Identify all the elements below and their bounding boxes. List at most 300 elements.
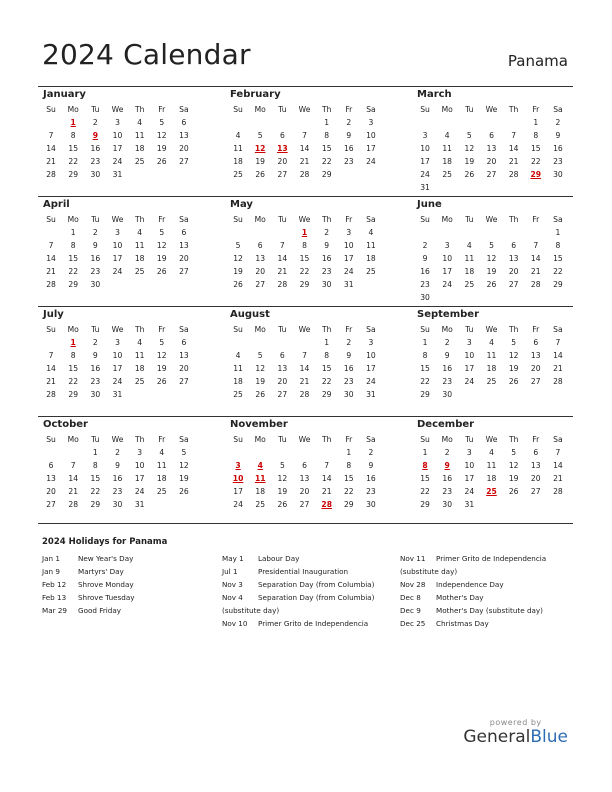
weekday-header: Mo (441, 215, 453, 224)
weekday-header: We (485, 435, 498, 444)
day-cell: 26 (233, 280, 243, 289)
day-cell: 22 (299, 267, 310, 276)
empty-cell (360, 168, 382, 181)
day-cell: 27 (508, 280, 519, 289)
holiday-day-cell: 25 (486, 487, 497, 496)
empty-cell (503, 498, 525, 511)
day-cell: 2 (444, 338, 450, 347)
weekday-header: Tu (278, 105, 287, 114)
empty-cell (525, 498, 547, 511)
day-cell: 29 (321, 390, 332, 399)
day-cell: 20 (486, 157, 497, 166)
day-cell: 11 (134, 241, 145, 250)
holiday-date: Jan 9 (42, 567, 60, 576)
country-name: Panama (507, 52, 568, 70)
day-cell: 20 (299, 487, 310, 496)
holiday-row (400, 591, 578, 604)
day-cell: 22 (530, 157, 541, 166)
day-cell: 20 (179, 254, 189, 263)
day-cell: 12 (508, 351, 519, 360)
month-name: June (417, 199, 442, 210)
day-cell: 22 (420, 377, 430, 386)
day-cell: 8 (70, 351, 76, 360)
weekday-header: Fr (345, 325, 353, 334)
day-cell: 23 (553, 157, 563, 166)
day-cell: 1 (92, 448, 98, 457)
holiday-name: New Year's Day (78, 554, 134, 563)
brand-name (463, 727, 568, 747)
day-cell: 3 (422, 131, 428, 140)
day-cell: 15 (321, 144, 332, 153)
day-cell: 14 (46, 254, 56, 263)
day-cell: 30 (420, 293, 430, 302)
day-cell: 16 (366, 474, 376, 483)
empty-cell (40, 116, 62, 129)
day-cell: 20 (179, 364, 189, 373)
holiday-day-cell: 11 (254, 474, 266, 483)
weekday-header: Tu (278, 215, 287, 224)
day-cell: 25 (464, 280, 475, 289)
day-cell: 23 (442, 377, 453, 386)
day-cell: 24 (112, 157, 123, 166)
holiday-day-cell: 3 (235, 461, 241, 470)
day-cell: 17 (442, 267, 453, 276)
day-cell: 21 (508, 157, 519, 166)
empty-cell (547, 498, 569, 511)
day-cell: 6 (279, 351, 285, 360)
day-cell: 24 (112, 267, 123, 276)
empty-cell (458, 181, 480, 194)
day-cell: 6 (181, 228, 187, 237)
day-cell: 30 (90, 390, 101, 399)
weekday-header: Mo (441, 435, 453, 444)
day-cell: 20 (277, 157, 288, 166)
day-cell: 11 (134, 351, 145, 360)
day-cell: 19 (277, 487, 288, 496)
day-cell: 14 (553, 351, 563, 360)
day-cell: 24 (134, 487, 145, 496)
day-cell: 29 (553, 280, 563, 289)
day-cell: 12 (464, 144, 475, 153)
day-cell: 5 (279, 461, 285, 470)
day-cell: 28 (46, 390, 56, 399)
weekday-header: Sa (366, 435, 376, 444)
day-cell: 21 (299, 377, 310, 386)
day-cell: 11 (442, 144, 453, 153)
day-cell: 1 (533, 118, 539, 127)
weekday-header: Tu (91, 435, 100, 444)
day-cell: 13 (46, 474, 56, 483)
holiday-name: Presidential Inauguration (258, 567, 349, 576)
day-cell: 14 (321, 474, 332, 483)
day-cell: 5 (181, 448, 187, 457)
empty-cell (503, 388, 525, 401)
empty-cell (271, 446, 293, 459)
day-cell: 27 (277, 170, 288, 179)
day-cell: 27 (277, 390, 288, 399)
empty-cell (316, 446, 338, 459)
day-cell: 20 (277, 377, 288, 386)
day-cell: 22 (553, 267, 563, 276)
month-name: September (417, 309, 479, 320)
weekday-header: Sa (366, 325, 376, 334)
day-cell: 25 (134, 267, 145, 276)
holiday-date: Mar 29 (42, 606, 67, 615)
divider (38, 523, 573, 524)
day-cell: 6 (533, 338, 539, 347)
day-cell: 24 (366, 377, 376, 386)
day-cell: 16 (343, 364, 354, 373)
empty-cell (360, 278, 382, 291)
empty-cell (227, 446, 249, 459)
holiday-date: Nov 10 (222, 619, 248, 628)
day-cell: 2 (422, 241, 428, 250)
day-cell: 22 (90, 487, 101, 496)
day-cell: 16 (90, 254, 101, 263)
day-cell: 18 (134, 254, 145, 263)
day-cell: 17 (112, 144, 123, 153)
month-grid (414, 213, 569, 304)
holiday-row (42, 565, 220, 578)
day-cell: 9 (346, 351, 352, 360)
day-cell: 10 (112, 351, 123, 360)
day-cell: 24 (233, 500, 243, 509)
weekday-header: Sa (179, 215, 189, 224)
weekday-header: Mo (254, 435, 266, 444)
weekday-header: We (111, 105, 124, 114)
day-cell: 3 (368, 338, 374, 347)
day-cell: 4 (235, 131, 241, 140)
day-cell: 14 (68, 474, 79, 483)
day-cell: 9 (555, 131, 561, 140)
holiday-row (42, 591, 220, 604)
month-february (227, 88, 382, 181)
day-cell: 24 (442, 280, 453, 289)
day-cell: 19 (508, 474, 519, 483)
day-cell: 25 (442, 170, 453, 179)
day-cell: 6 (279, 131, 285, 140)
weekday-header: Su (46, 325, 56, 334)
holiday-date: Dec 9 (400, 606, 421, 615)
day-cell: 25 (134, 377, 145, 386)
holiday-name: Independence Day (436, 580, 504, 589)
day-cell: 19 (255, 157, 266, 166)
holiday-date: Dec 8 (400, 593, 421, 602)
day-cell: 15 (90, 474, 101, 483)
weekday-header: Sa (553, 435, 563, 444)
weekday-header: We (111, 325, 124, 334)
weekday-header: We (298, 215, 311, 224)
day-cell: 22 (68, 377, 79, 386)
day-cell: 11 (366, 241, 376, 250)
powered-by-text: powered by (489, 718, 542, 727)
day-cell: 6 (533, 448, 539, 457)
empty-cell (227, 226, 249, 239)
day-cell: 11 (233, 144, 243, 153)
day-cell: 11 (134, 131, 145, 140)
empty-cell (480, 181, 502, 194)
weekday-header: We (298, 325, 311, 334)
day-cell: 21 (553, 364, 563, 373)
day-cell: 14 (299, 364, 310, 373)
day-cell: 21 (277, 267, 288, 276)
holiday-name: (substitute day) (222, 606, 280, 615)
day-cell: 6 (511, 241, 517, 250)
empty-cell (173, 278, 195, 291)
day-cell: 19 (156, 364, 167, 373)
month-august (227, 308, 382, 401)
day-cell: 8 (302, 241, 307, 250)
weekday-header: Fr (158, 215, 166, 224)
day-cell: 13 (486, 144, 497, 153)
day-cell: 17 (233, 487, 243, 496)
month-grid (40, 433, 195, 511)
day-cell: 23 (321, 267, 332, 276)
day-cell: 29 (90, 500, 101, 509)
day-cell: 4 (137, 338, 143, 347)
empty-cell (503, 116, 525, 129)
day-cell: 12 (486, 254, 497, 263)
empty-cell (480, 116, 502, 129)
day-cell: 1 (422, 448, 428, 457)
day-cell: 21 (321, 487, 332, 496)
weekday-header: Fr (345, 105, 353, 114)
day-cell: 3 (137, 448, 143, 457)
day-cell: 18 (366, 254, 376, 263)
holiday-row (222, 565, 400, 578)
empty-cell (249, 116, 271, 129)
day-cell: 18 (134, 364, 145, 373)
weekday-header: Mo (441, 105, 453, 114)
holiday-row (42, 604, 220, 617)
weekday-header: Su (420, 435, 430, 444)
weekday-header: Th (508, 215, 519, 224)
month-july (40, 308, 195, 401)
empty-cell (151, 498, 173, 511)
holiday-row (222, 591, 400, 604)
day-cell: 17 (366, 364, 376, 373)
day-cell: 24 (464, 487, 475, 496)
weekday-header: Tu (465, 215, 474, 224)
holiday-name: Mother's Day (436, 593, 484, 602)
holiday-day-cell: 10 (232, 474, 244, 483)
day-cell: 16 (90, 144, 101, 153)
day-cell: 27 (179, 157, 189, 166)
day-cell: 27 (179, 377, 189, 386)
day-cell: 26 (464, 170, 475, 179)
empty-cell (40, 336, 62, 349)
day-cell: 13 (179, 351, 189, 360)
holiday-day-cell: 1 (301, 228, 308, 237)
day-cell: 15 (68, 144, 79, 153)
weekday-header: Th (321, 435, 332, 444)
holiday-date: Nov 11 (400, 554, 426, 563)
day-cell: 23 (366, 487, 376, 496)
day-cell: 28 (530, 280, 541, 289)
day-cell: 16 (420, 267, 430, 276)
day-cell: 3 (115, 338, 120, 347)
day-cell: 20 (530, 364, 541, 373)
day-cell: 26 (255, 390, 266, 399)
day-cell: 21 (46, 267, 56, 276)
day-cell: 25 (134, 157, 145, 166)
day-cell: 17 (420, 157, 430, 166)
day-cell: 26 (156, 267, 167, 276)
empty-cell (436, 116, 458, 129)
day-cell: 29 (420, 390, 430, 399)
day-cell: 2 (115, 448, 120, 457)
month-grid (414, 433, 569, 511)
day-cell: 20 (179, 144, 189, 153)
day-cell: 2 (368, 448, 374, 457)
empty-cell (293, 116, 315, 129)
weekday-header: Sa (553, 215, 563, 224)
day-cell: 30 (442, 500, 453, 509)
empty-cell (480, 226, 502, 239)
weekday-header: Tu (278, 435, 287, 444)
holiday-date: Nov 3 (222, 580, 243, 589)
holiday-day-cell: 9 (92, 131, 98, 140)
holiday-column (400, 552, 578, 630)
day-cell: 14 (46, 144, 56, 153)
day-cell: 11 (156, 461, 167, 470)
weekday-header: Fr (345, 435, 353, 444)
day-cell: 5 (466, 131, 472, 140)
month-grid (414, 323, 569, 401)
day-cell: 20 (46, 487, 56, 496)
day-cell: 28 (299, 390, 310, 399)
holiday-column (222, 552, 400, 630)
weekday-header: Fr (158, 435, 166, 444)
empty-cell (271, 116, 293, 129)
weekday-header: Fr (532, 105, 540, 114)
day-cell: 15 (299, 254, 310, 263)
day-cell: 7 (555, 448, 561, 457)
holiday-date: May 1 (222, 554, 244, 563)
weekday-header: We (111, 435, 124, 444)
weekday-header: Su (233, 215, 243, 224)
day-cell: 4 (466, 241, 472, 250)
day-cell: 26 (508, 487, 519, 496)
empty-cell (129, 278, 151, 291)
day-cell: 26 (179, 487, 189, 496)
empty-cell (249, 336, 271, 349)
month-name: July (43, 309, 64, 320)
day-cell: 20 (530, 474, 541, 483)
day-cell: 15 (420, 364, 430, 373)
day-cell: 10 (134, 461, 145, 470)
weekday-header: Th (508, 325, 519, 334)
day-cell: 22 (321, 377, 332, 386)
empty-cell (338, 168, 360, 181)
day-cell: 4 (137, 228, 143, 237)
holiday-row (400, 565, 578, 578)
day-cell: 21 (46, 157, 56, 166)
holiday-date: Nov 4 (222, 593, 243, 602)
day-cell: 31 (420, 183, 430, 192)
holiday-name: Shrove Tuesday (78, 593, 135, 602)
holiday-day-cell: 28 (321, 500, 332, 509)
weekday-header: Sa (179, 105, 189, 114)
weekday-header: Su (420, 215, 430, 224)
weekday-header: Mo (254, 105, 266, 114)
empty-cell (503, 226, 525, 239)
weekday-header: Sa (553, 325, 563, 334)
month-grid (40, 103, 195, 181)
month-grid (40, 213, 195, 291)
holiday-name: Shrove Monday (78, 580, 134, 589)
day-cell: 27 (46, 500, 56, 509)
weekday-header: Fr (158, 105, 166, 114)
day-cell: 31 (112, 170, 123, 179)
weekday-header: Th (321, 325, 332, 334)
holiday-name: Good Friday (78, 606, 121, 615)
day-cell: 16 (321, 254, 332, 263)
holiday-name: Martyrs' Day (78, 567, 124, 576)
day-cell: 22 (420, 487, 430, 496)
day-cell: 5 (489, 241, 494, 250)
holiday-row (400, 604, 578, 617)
month-grid (227, 103, 382, 181)
weekday-header: Sa (366, 215, 376, 224)
day-cell: 16 (553, 144, 563, 153)
day-cell: 14 (508, 144, 519, 153)
day-cell: 31 (343, 280, 354, 289)
weekday-header: Mo (67, 215, 79, 224)
empty-cell (480, 498, 502, 511)
weekday-header: Tu (91, 325, 100, 334)
holiday-date: Feb 13 (42, 593, 67, 602)
day-cell: 29 (68, 170, 79, 179)
day-cell: 21 (68, 487, 79, 496)
day-cell: 16 (442, 364, 453, 373)
day-cell: 17 (464, 474, 475, 483)
day-cell: 22 (321, 157, 332, 166)
month-june (414, 198, 569, 304)
weekday-header: Fr (345, 215, 353, 224)
day-cell: 27 (299, 500, 310, 509)
day-cell: 15 (343, 474, 354, 483)
holiday-row (222, 578, 400, 591)
weekday-header: Su (233, 325, 243, 334)
day-cell: 16 (112, 474, 123, 483)
day-cell: 3 (115, 118, 120, 127)
brand-part-general: General (463, 727, 531, 747)
day-cell: 2 (92, 338, 98, 347)
brand-part-blue: Blue (530, 727, 568, 747)
empty-cell (271, 336, 293, 349)
holiday-name: (substitute day) (400, 567, 458, 576)
day-cell: 10 (366, 131, 376, 140)
day-cell: 23 (420, 280, 430, 289)
day-cell: 10 (420, 144, 430, 153)
holiday-name: Primer Grito de Independencia (258, 619, 369, 628)
day-cell: 31 (366, 390, 376, 399)
holiday-row (42, 552, 220, 565)
weekday-header: Tu (465, 325, 474, 334)
weekday-header: Th (508, 105, 519, 114)
day-cell: 20 (508, 267, 519, 276)
day-cell: 7 (555, 338, 561, 347)
day-cell: 2 (555, 118, 561, 127)
holiday-date: Feb 12 (42, 580, 67, 589)
day-cell: 2 (92, 118, 98, 127)
day-cell: 5 (235, 241, 241, 250)
holiday-day-cell: 1 (70, 338, 76, 347)
empty-cell (151, 278, 173, 291)
day-cell: 25 (233, 390, 243, 399)
day-cell: 4 (489, 338, 494, 347)
